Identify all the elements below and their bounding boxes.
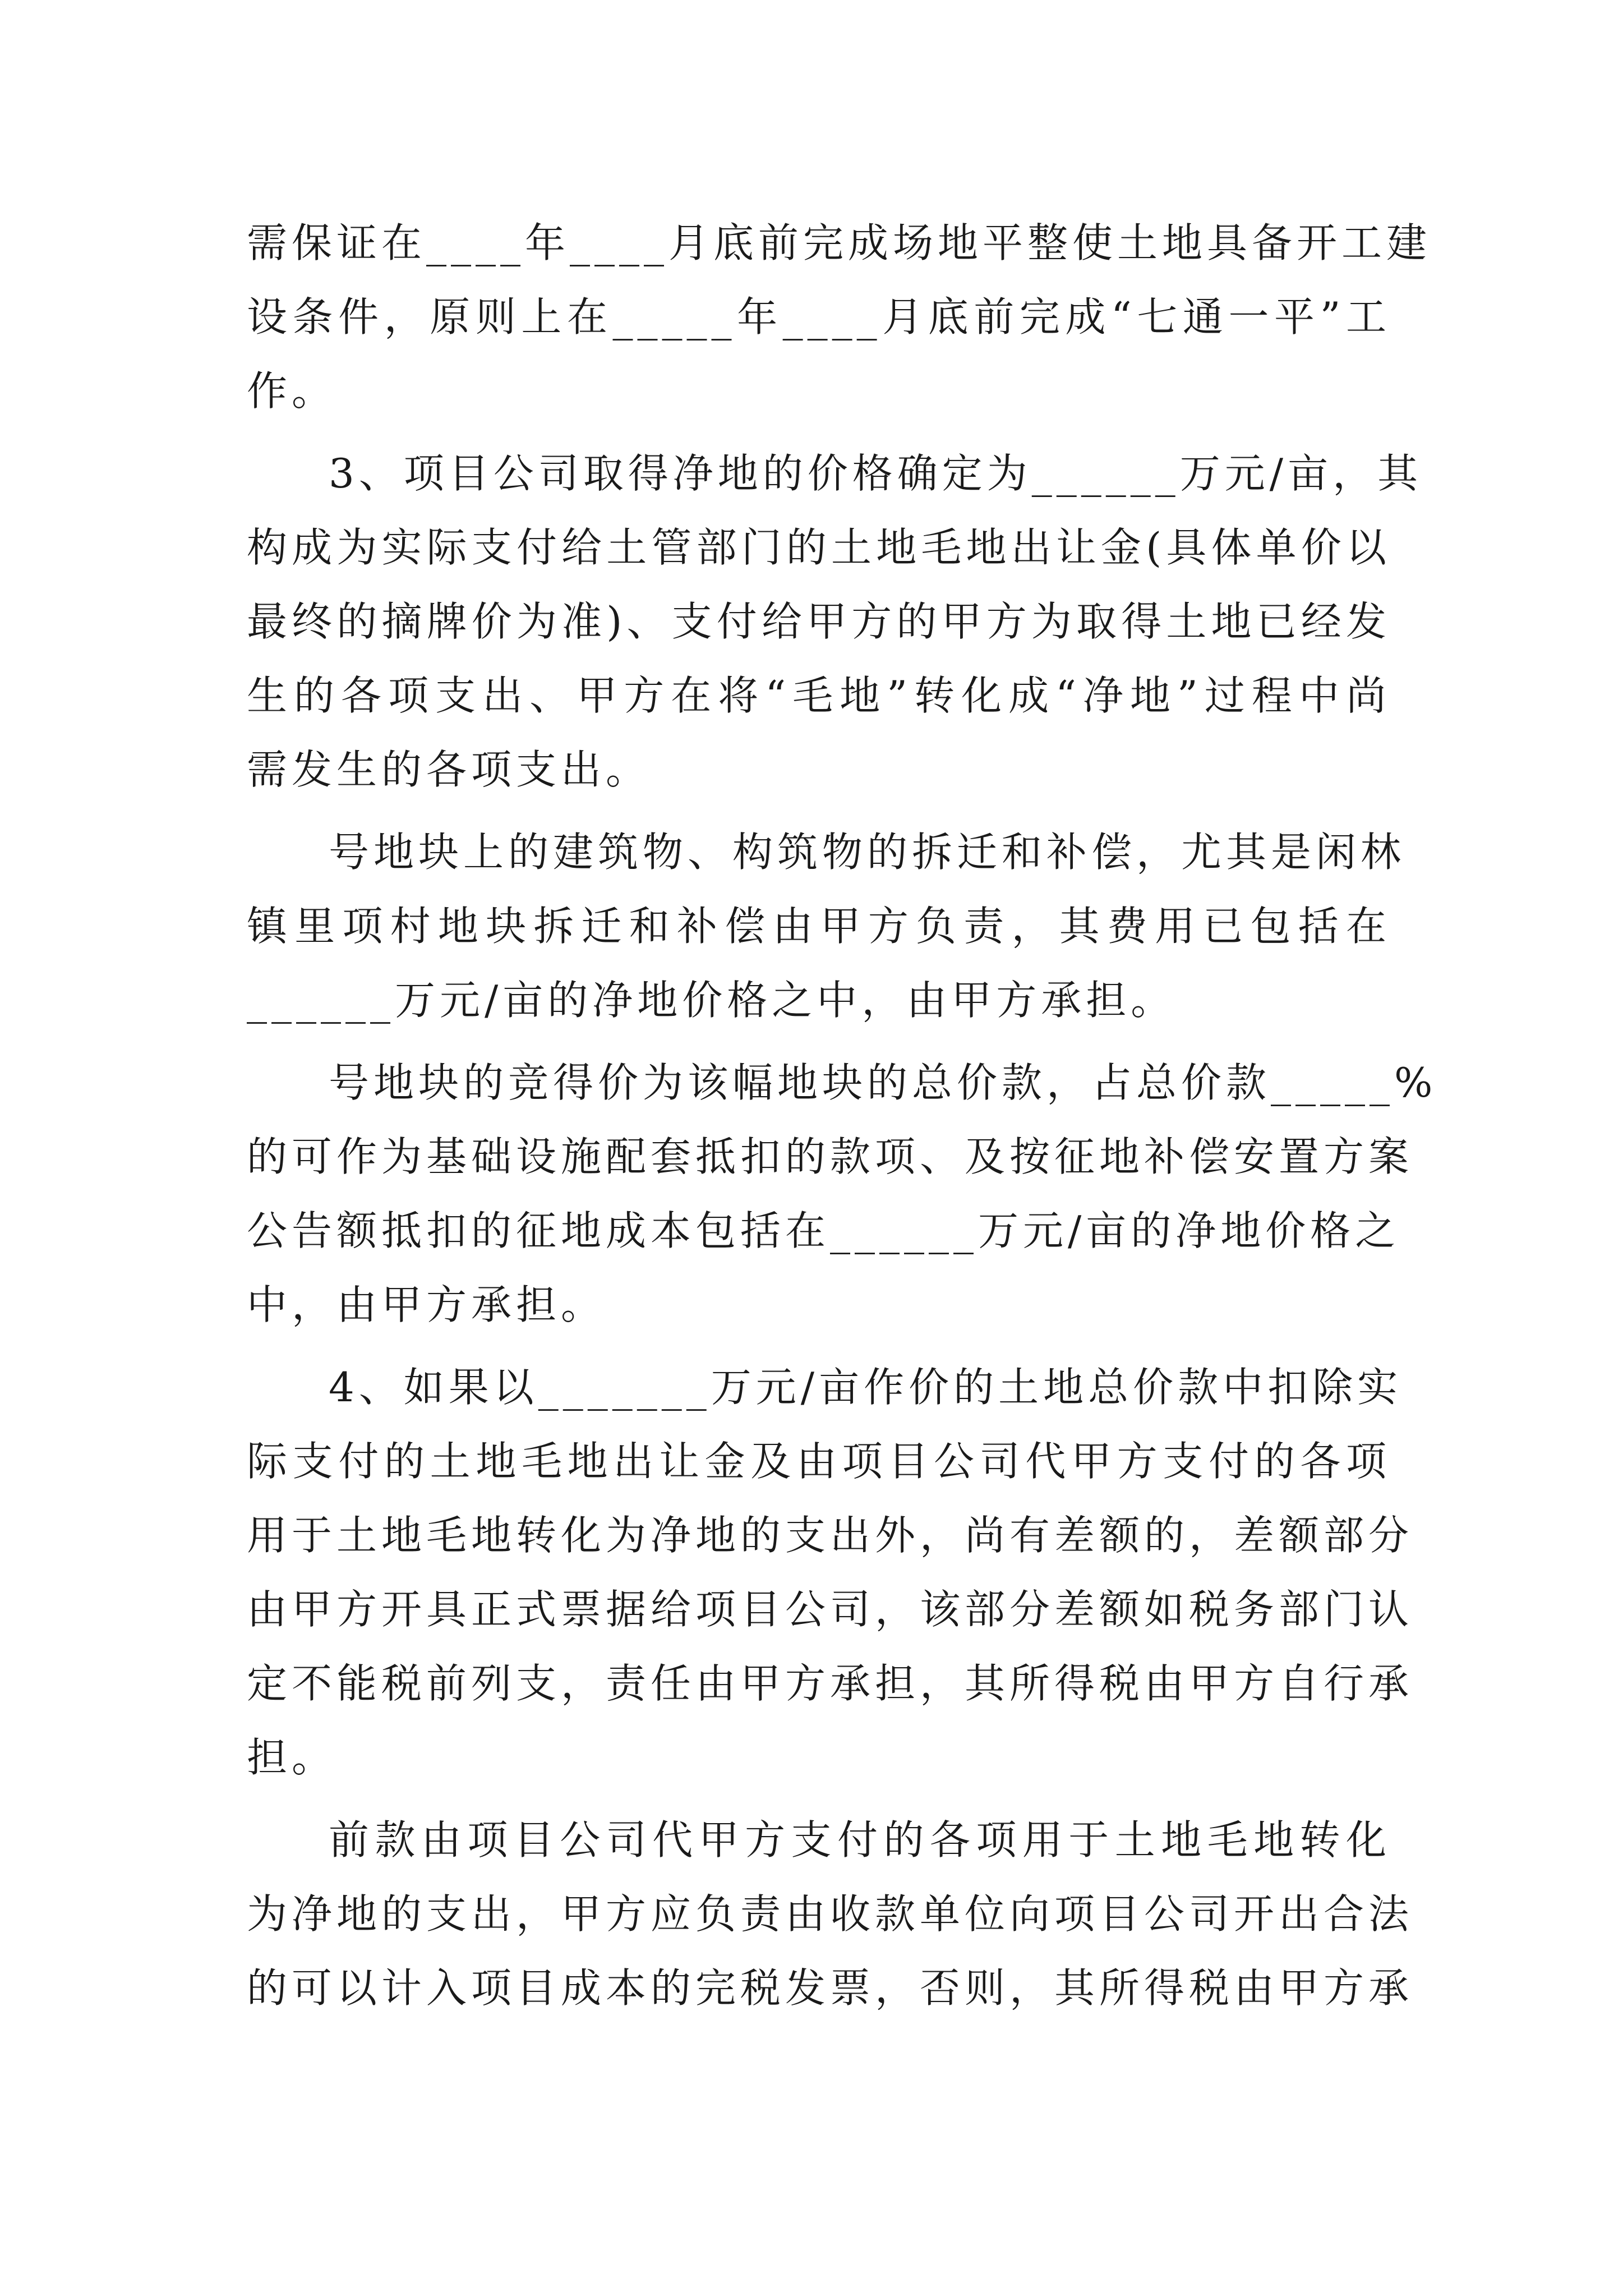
- body-text-line: 担。: [247, 1734, 337, 1781]
- body-text-line: 的可作为基础设施配套抵扣的款项、及按征地补偿安置方案: [247, 1133, 1414, 1180]
- body-text-line: 号地块的竞得价为该幅地块的总价款，占总价款_____%: [329, 1059, 1437, 1106]
- body-text-line: 最终的摘牌价为准)、支付给甲方的甲方为取得土地已经发: [247, 598, 1391, 645]
- body-text-line: 设条件，原则上在_____年____月底前完成“七通一平”工: [247, 293, 1391, 341]
- body-text-line: 4、如果以_______万元/亩作价的土地总价款中扣除实: [329, 1364, 1403, 1411]
- body-text-line: 公告额抵扣的征地成本包括在______万元/亩的净地价格之: [247, 1207, 1400, 1254]
- body-text-line: 中，由甲方承担。: [247, 1281, 606, 1328]
- body-text-line: 构成为实际支付给土管部门的土地毛地出让金(具体单价以: [247, 524, 1391, 571]
- body-text-line: 3、项目公司取得净地的价格确定为______万元/亩，其: [329, 450, 1423, 497]
- body-text-line: 需发生的各项支出。: [247, 746, 651, 793]
- body-text-line: 需保证在____年____月底前完成场地平整使土地具备开工建: [247, 219, 1432, 266]
- body-text-line: ______万元/亩的净地价格之中，由甲方承担。: [247, 977, 1176, 1024]
- body-text-line: 由甲方开具正式票据给项目公司，该部分差额如税务部门认: [247, 1586, 1414, 1633]
- body-text-line: 际支付的土地毛地出让金及由项目公司代甲方支付的各项: [247, 1438, 1391, 1485]
- body-text-line: 作。: [247, 367, 337, 415]
- body-text-line: 为净地的支出，甲方应负责由收款单位向项目公司开出合法: [247, 1890, 1414, 1938]
- body-text-line: 镇里项村地块拆迁和补偿由甲方负责，其费用已包括在: [247, 903, 1391, 950]
- body-text-line: 定不能税前列支，责任由甲方承担，其所得税由甲方自行承: [247, 1660, 1414, 1707]
- body-text-line: 的可以计入项目成本的完税发票，否则，其所得税由甲方承: [247, 1964, 1414, 2012]
- body-text-line: 用于土地毛地转化为净地的支出外，尚有差额的，差额部分: [247, 1512, 1414, 1559]
- body-text-line: 前款由项目公司代甲方支付的各项用于土地毛地转化: [329, 1816, 1391, 1864]
- body-text-line: 号地块上的建筑物、构筑物的拆迁和补偿，尤其是闲林: [329, 829, 1406, 876]
- body-text-line: 生的各项支出、甲方在将“毛地”转化成“净地”过程中尚: [247, 672, 1391, 719]
